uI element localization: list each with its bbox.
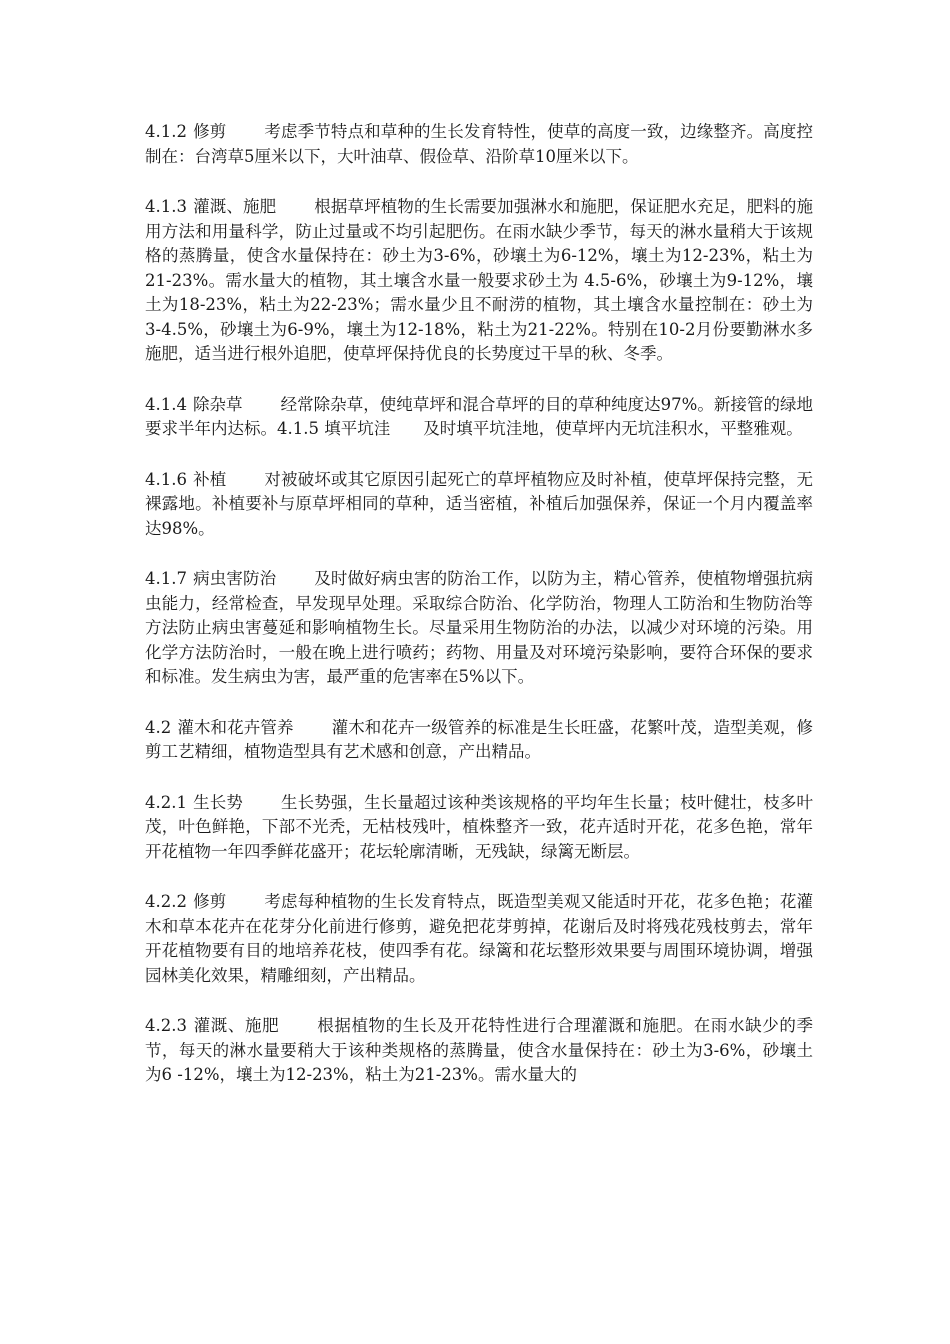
section-body: 考虑每种植物的生长发育特点，既造型美观又能适时开花，花多色艳；花灌木和草本花卉在花芽分化前进行修剪，避免把花芽剪掉，花谢后及时将残花残枝剪去，常年开花植物要有目的地培养花枝，使四季有花。绿篱和花坛整形效果要与周围环境协调，增强园林美化效果，精雕细刻，产出精品。 xyxy=(145,892,814,985)
section-number: 4.1.2 xyxy=(145,122,187,141)
section-body: 对被破坏或其它原因引起死亡的草坪植物应及时补植，使草坪保持完整，无裸露地。补植要补与原草坪相同的草种，适当密植，补植后加强保养，保证一个月内覆盖率达98%。 xyxy=(145,469,814,538)
paragraph-4-1-3 xyxy=(145,195,813,367)
section-heading: 修剪 xyxy=(192,122,227,141)
section-body: 根据植物的生长及开花特性进行合理灌溉和施肥。在雨水缺少的季节，每天的淋水量要稍大于该种类规格的蒸腾量，使含水量保持在：砂土为3-6%，砂壤土为6 -12%，壤土为12-23%，粘土为21-23%。需水量大的 xyxy=(145,1016,814,1084)
section-number: 4.1.7 xyxy=(145,569,187,588)
section-number: 4.1.6 xyxy=(145,469,187,489)
section-body: 及时做好病虫害的防治工作，以防为主，精心管养，使植物增强抗病虫能力，经常检查，早发现早处理。采取综合防治、化学防治，物理人工防治和生物防治等方法防止病虫害蔓延和影响植物生长。尽量采用生物防治的办法，以减少对环境的污染。用化学方法防治时，一般在晚上进行喷药；药物、用量及对环境污染影响，要符合环保的要求和标准。发生病虫为害，最严重的危害率在5%以下。 xyxy=(145,569,814,686)
paragraph-4-1-7 xyxy=(145,567,813,690)
section-number: 4.2.2 xyxy=(145,892,187,911)
section-heading: 灌溉、施肥 xyxy=(192,197,277,216)
section-heading: 修剪 xyxy=(192,892,227,911)
section-heading: 生长势 xyxy=(192,792,244,812)
section-number: 4.2.1 xyxy=(145,792,187,812)
section-body: 根据草坪植物的生长需要加强淋水和施肥，保证肥水充足，肥料的施用方法和用量科学，防止过量或不均引起肥伤。在雨水缺少季节，每天的淋水量稍大于该规格的蒸腾量，使含水量保持在：砂土为3-6%，砂壤土为6-12%，壤土为12-23%，粘土为21-23%。需水量大的植物，其土壤含水量一般要求砂土为 4.5-6%，砂壤土为9-12%，壤土为18-23%，粘土为22-23%；需水量少且不耐涝的植物，其土壤含水量控制在：砂土为3-4.5%，砂壤土为6-9%，壤土为12-18%，粘土为21-22%。特别在10-2月份要勤淋水多施肥，适当进行根外追肥，使草坪保持优良的长势度过干旱的秋、冬季。 xyxy=(145,197,814,363)
section-heading: 补植 xyxy=(192,469,227,489)
section-heading: 灌溉、施肥 xyxy=(192,1016,280,1035)
section-body: 考虑季节特点和草种的生长发育特性，使草的高度一致，边缘整齐。高度控制在：台湾草5厘米以下，大叶油草、假俭草、沿阶草10厘米以下。 xyxy=(145,122,814,166)
section-heading: 病虫害防治 xyxy=(192,569,277,588)
section-body: 生长势强，生长量超过该种类该规格的平均年生长量；枝叶健壮，枝多叶茂，叶色鲜艳，下部不光秃，无枯枝残叶，植株整齐一致，花卉适时开花，花多色艳，常年开花植物一年四季鲜花盛开；花坛轮廓清晰，无残缺，绿篱无断层。 xyxy=(145,792,814,861)
paragraph-4-2-2 xyxy=(145,890,813,988)
document-body xyxy=(145,120,813,1114)
section-body: 经常除杂草，使纯草坪和混合草坪的目的草种纯度达97%。新接管的绿地要求半年内达标。4.1.5 填平坑洼 及时填平坑洼地，使草坪内无坑洼积水，平整雅观。 xyxy=(145,394,813,438)
paragraph-4-1-2 xyxy=(145,120,813,169)
section-number: 4.1.4 xyxy=(145,394,187,414)
section-number: 4.2.3 xyxy=(145,1016,187,1035)
section-number: 4.1.3 xyxy=(145,197,187,216)
paragraph-4-2-1 xyxy=(145,791,813,865)
paragraph-4-1-6 xyxy=(145,468,813,542)
paragraph-4-1-4 xyxy=(145,393,813,442)
section-heading: 灌木和花卉管养 xyxy=(177,717,294,737)
section-number: 4.2 xyxy=(145,717,172,737)
paragraph-4-2 xyxy=(145,716,813,765)
paragraph-4-2-3 xyxy=(145,1014,813,1088)
section-heading: 除杂草 xyxy=(192,394,243,414)
section-body: 灌木和花卉一级管养的标准是生长旺盛，花繁叶茂，造型美观，修剪工艺精细，植物造型具有艺术感和创意，产出精品。 xyxy=(145,717,814,761)
